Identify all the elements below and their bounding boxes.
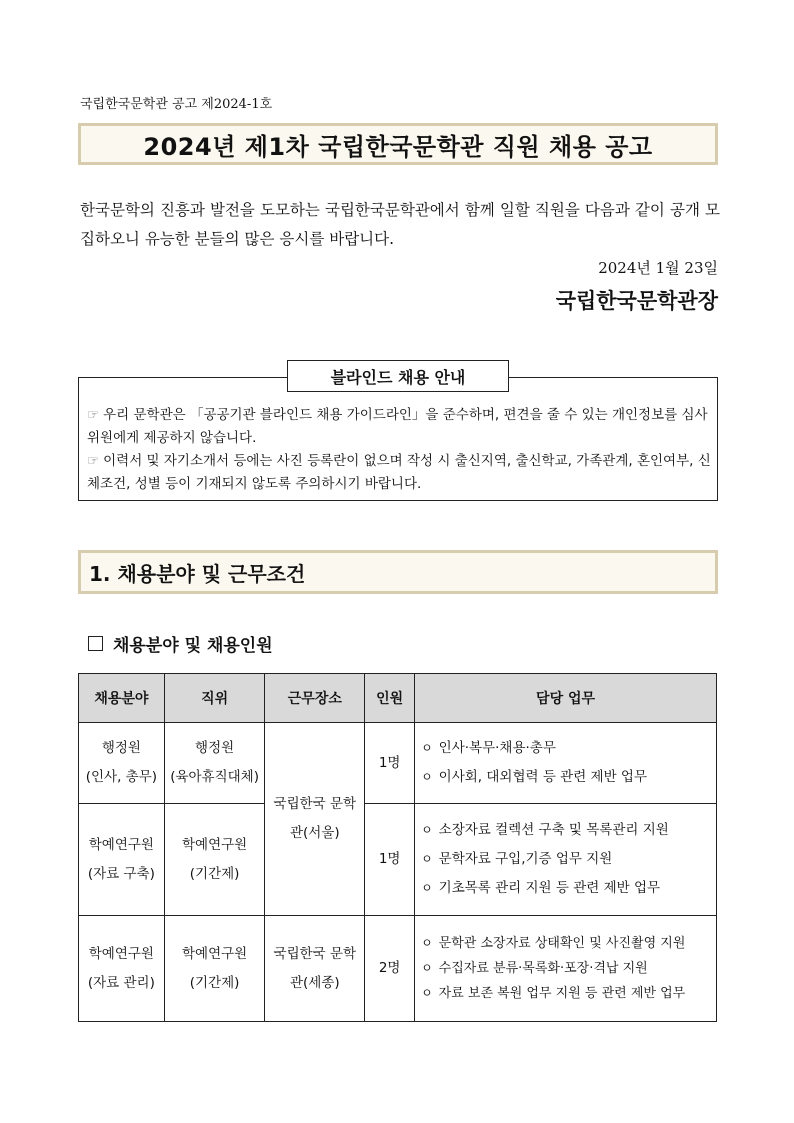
cell-duties: ㅇ 문학관 소장자료 상태확인 및 사진촬영 지원 ㅇ 수집자료 분류·목록화·포장·격납 지원 ㅇ 자료 보존 복원 업무 지원 등 관련 제반 업무 xyxy=(415,916,717,1022)
subheading: 채용분야 및 채용인원 xyxy=(88,631,273,656)
title-banner xyxy=(78,123,718,165)
header-field: 채용분야 xyxy=(79,674,165,723)
signature: 국립한국문학관장 xyxy=(555,289,718,313)
cell-location: 국립한국 문학관(세종) xyxy=(265,916,365,1022)
cell-field: 행정원 (인사, 총무) xyxy=(79,723,165,804)
header-location: 근무장소 xyxy=(265,674,365,723)
table-row xyxy=(79,804,717,916)
cell-count: 1명 xyxy=(365,804,415,916)
intro-paragraph: 한국문학의 진흥과 발전을 도모하는 국립한국문학관에서 함께 일할 직원을 다음과 같이 공개 모집하오니 유능한 분들의 많은 응시를 바랍니다. xyxy=(80,201,720,248)
blind-notice-title: 블라인드 채용 안내 xyxy=(287,360,509,392)
cell-location: 국립한국 문학관(서울) xyxy=(265,723,365,916)
table-header-row xyxy=(79,674,717,723)
cell-position: 행정원 (육아휴직대체) xyxy=(164,723,265,804)
page-title: 2024년 제1차 국립한국문학관 직원 채용 공고 xyxy=(143,132,653,161)
cell-field: 학예연구원 (자료 구축) xyxy=(79,804,165,916)
cell-count: 1명 xyxy=(365,723,415,804)
blind-notice-item: ☞ 이력서 및 자기소개서 등에는 사진 등록란이 없으며 작성 시 출신지역, 출신학교, 가족관계, 혼인여부, 신체조건, 성별 등이 기재되지 않도록 주의하시기 바랍니다. xyxy=(87,453,711,492)
header-count: 인원 xyxy=(365,674,415,723)
announcement-date: 2024년 1월 23일 xyxy=(598,259,718,277)
cell-count: 2명 xyxy=(365,916,415,1022)
notice-number: 국립한국문학관 공고 제2024-1호 xyxy=(80,97,273,112)
recruitment-table xyxy=(78,673,717,1022)
cell-field: 학예연구원 (자료 관리) xyxy=(79,916,165,1022)
header-position: 직위 xyxy=(164,674,265,723)
pointing-hand-icon: ☞ xyxy=(87,453,100,469)
header-duties: 담당 업무 xyxy=(415,674,717,723)
cell-duties: ㅇ 인사·복무·채용·총무 ㅇ 이사회, 대외협력 등 관련 제반 업무 xyxy=(415,723,717,804)
checkbox-square-icon xyxy=(88,636,103,651)
table-row xyxy=(79,916,717,1022)
table-row xyxy=(79,723,717,804)
cell-duties: ㅇ 소장자료 컬렉션 구축 및 목록관리 지원 ㅇ 문학자료 구입,기증 업무 지원 ㅇ 기초목록 관리 지원 등 관련 제반 업무 xyxy=(415,804,717,916)
blind-notice-text xyxy=(87,404,713,496)
cell-position: 학예연구원 (기간제) xyxy=(164,804,265,916)
pointing-hand-icon: ☞ xyxy=(87,407,100,423)
blind-notice-item: ☞ 우리 문학관은 「공공기관 블라인드 채용 가이드라인」을 준수하며, 편견을 줄 수 있는 개인정보를 심사위원에게 제공하지 않습니다. xyxy=(87,407,708,446)
section-heading: 1. 채용분야 및 근무조건 xyxy=(78,550,718,594)
cell-position: 학예연구원 (기간제) xyxy=(164,916,265,1022)
